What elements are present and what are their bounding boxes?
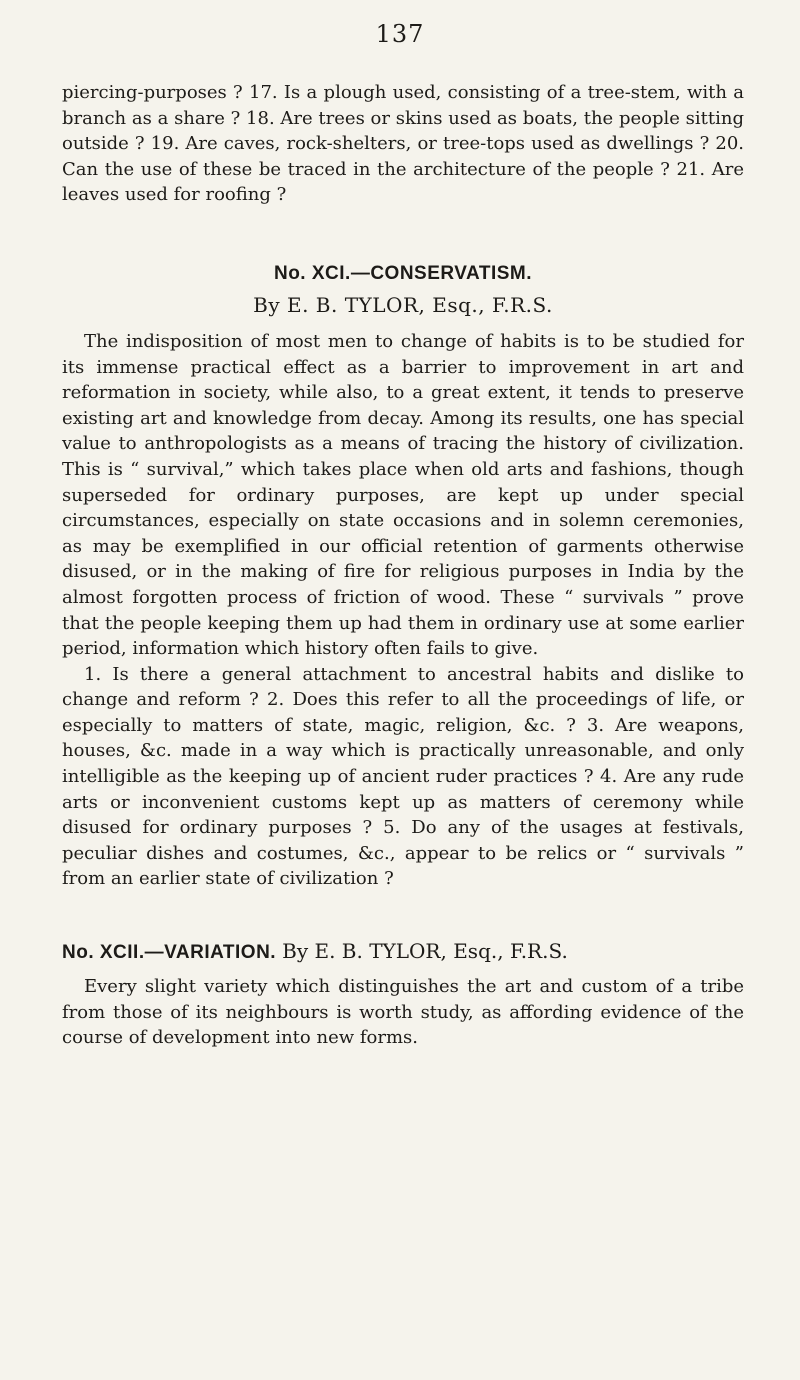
page-number: 137	[375, 20, 425, 48]
section-heading-variation: No. XCII.—VARIATION.	[62, 942, 277, 964]
section-byline-variation: By E. B. TYLOR, Esq., F.R.S.	[282, 939, 568, 964]
section-heading-line-variation	[62, 938, 744, 966]
page-content	[62, 80, 744, 1051]
variation-paragraph-1: Every slight variety which distinguishes the art and custom of a tribe from those of its neighbours is worth study, as affording evidence of the course of development into new forms.	[62, 976, 744, 1049]
continued-paragraph: piercing-purposes ? 17. Is a plough used, consisting of a tree-stem, with a branch as a share ? 18. Are trees or skins used as boats, the people sitting outside ? 19. Are caves, rock-shelters, or tree-tops used as dwellings ? 20. Can the use of these be traced in the architecture of the people ? 21. Are leaves used for roofing ?	[62, 82, 744, 206]
conservatism-paragraph-1: The indisposition of most men to change of habits is to be studied for its immense practical effect as a barrier to improvement in art and reformation in society, while also, to a great extent, it tends to preserve existing art and knowledge from decay. Among its results, one has special value to anthropologists as a means of tracing the history of civilization. This is “ survival,” which takes place when old arts and fashions, though superseded for ordinary purposes, are kept up under special circumstances, especially on state occasions and in solemn ceremonies, as may be exemplified in our official retention of garments otherwise disused, or in the making of fire for religious purposes in India by the almost forgotten process of friction of wood. These “ survivals ” prove that the people keeping them up had them in ordinary use at some earlier period, information which history often fails to give.	[62, 330, 744, 660]
section-byline-conservatism: By E. B. TYLOR, Esq., F.R.S.	[253, 292, 553, 317]
section-heading-conservatism: No. XCI.—CONSERVATISM.	[273, 262, 533, 284]
conservatism-paragraph-2: 1. Is there a general attachment to ancestral habits and dislike to change and reform ? 2. Does this refer to all the proceedings of life, or especially to matters of state, magic, religion, &c. ? 3. Are weapons, houses, &c. made in a way which is practically unreasonable, and only intelligible as the keeping up of ancient ruder practices ? 4. Are any rude arts or inconvenient customs kept up as matters of ceremony while disused for ordinary purposes ? 5. Do any of the usages at festivals, peculiar dishes and costumes, &c., appear to be relics or “ survivals ” from an earlier state of civilization ?	[62, 663, 744, 890]
